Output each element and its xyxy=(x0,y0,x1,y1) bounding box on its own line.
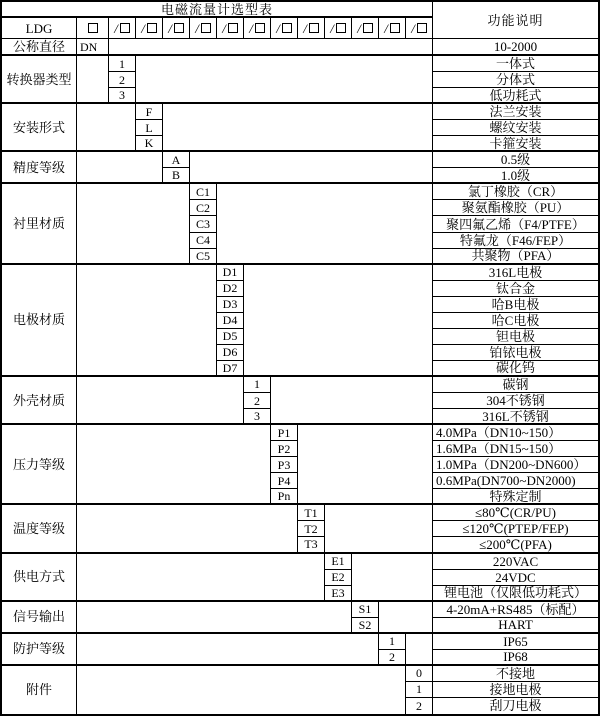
slash-separator: / xyxy=(330,20,334,36)
slash-separator: / xyxy=(303,20,307,36)
option-code: 2 xyxy=(244,393,271,409)
option-description: 特殊定制 xyxy=(433,489,598,505)
slash-separator: / xyxy=(411,20,415,36)
group-right-spacer xyxy=(217,184,433,264)
group-right-spacer xyxy=(190,152,433,184)
model-code-box xyxy=(77,18,109,39)
option-code: L xyxy=(136,120,163,136)
group-right-spacer xyxy=(163,104,433,152)
option-description: 钛合金 xyxy=(433,281,598,297)
option-code: T1 xyxy=(298,505,325,521)
option-code: P1 xyxy=(271,425,298,441)
code-placeholder-box-icon xyxy=(228,23,238,33)
option-code: 1 xyxy=(379,634,406,650)
slash-separator: / xyxy=(357,20,361,36)
group-label: 公称直径 xyxy=(2,39,77,56)
group-left-spacer xyxy=(77,104,136,152)
option-description: 铂铱电极 xyxy=(433,345,598,361)
group-label: 附件 xyxy=(2,666,77,714)
option-description: 低功耗式 xyxy=(433,88,598,104)
option-description: 卡箍安装 xyxy=(433,136,598,152)
slash-separator: / xyxy=(276,20,280,36)
option-code: T3 xyxy=(298,537,325,553)
option-description: 法兰安装 xyxy=(433,104,598,120)
option-description: 聚氨酯橡胶（PU） xyxy=(433,200,598,216)
option-description: IP68 xyxy=(433,650,598,666)
option-description: 特氟龙（F46/FEP） xyxy=(433,233,598,249)
option-description: IP65 xyxy=(433,634,598,650)
group-left-spacer xyxy=(77,56,109,104)
model-code-box xyxy=(325,18,352,39)
group-left-spacer xyxy=(77,554,325,602)
option-description: 螺纹安装 xyxy=(433,120,598,136)
option-code: E1 xyxy=(325,554,352,570)
group-label: 安装形式 xyxy=(2,104,77,152)
group-right-spacer xyxy=(406,634,433,666)
option-description: 分体式 xyxy=(433,72,598,88)
code-placeholder-box-icon xyxy=(282,23,292,33)
option-code: C5 xyxy=(190,249,217,265)
group-right-spacer xyxy=(244,265,433,377)
option-code: B xyxy=(163,168,190,184)
group-left-spacer xyxy=(77,505,298,553)
option-description: 10-2000 xyxy=(433,39,598,56)
option-description: 316L不锈钢 xyxy=(433,409,598,425)
slash-separator: / xyxy=(141,20,145,36)
slash-separator: / xyxy=(222,20,226,36)
group-right-spacer xyxy=(298,425,433,505)
group-right-spacer xyxy=(379,602,433,634)
model-prefix: LDG xyxy=(2,18,77,39)
option-code: D4 xyxy=(217,313,244,329)
option-code: 1 xyxy=(109,56,136,72)
option-description: 聚四氟乙烯（F4/PTFE） xyxy=(433,216,598,232)
group-label: 供电方式 xyxy=(2,554,77,602)
option-code: 2 xyxy=(109,72,136,88)
option-code: A xyxy=(163,152,190,168)
option-code: C3 xyxy=(190,216,217,232)
option-code: D2 xyxy=(217,281,244,297)
option-code: 3 xyxy=(244,409,271,425)
option-description: 1.6MPa（DN15~150） xyxy=(433,441,598,457)
option-description: 接地电极 xyxy=(433,682,598,698)
code-placeholder-box-icon xyxy=(336,23,346,33)
code-placeholder-box-icon xyxy=(120,23,130,33)
option-description: 220VAC xyxy=(433,554,598,570)
option-description: HART xyxy=(433,618,598,634)
option-code: Pn xyxy=(271,489,298,505)
model-code-box xyxy=(244,18,271,39)
option-code: T2 xyxy=(298,521,325,537)
function-column-header: 功能说明 xyxy=(433,2,598,39)
model-code-box xyxy=(406,18,433,39)
option-description: 钽电极 xyxy=(433,329,598,345)
option-code: D1 xyxy=(217,265,244,281)
option-description: 共聚物（PFA） xyxy=(433,249,598,265)
option-code: DN xyxy=(77,39,109,56)
option-description: 哈B电极 xyxy=(433,297,598,313)
group-right-spacer xyxy=(352,554,433,602)
option-code: D3 xyxy=(217,297,244,313)
option-code: K xyxy=(136,136,163,152)
group-right-spacer xyxy=(109,39,433,56)
model-code-box xyxy=(217,18,244,39)
model-code-box xyxy=(271,18,298,39)
model-code-box xyxy=(352,18,379,39)
group-left-spacer xyxy=(77,634,379,666)
slash-separator: / xyxy=(384,20,388,36)
option-code: S2 xyxy=(352,618,379,634)
group-left-spacer xyxy=(77,152,163,184)
group-label: 衬里材质 xyxy=(2,184,77,264)
option-description: 碳化钨 xyxy=(433,361,598,377)
option-code: C2 xyxy=(190,200,217,216)
group-label: 防护等级 xyxy=(2,634,77,666)
group-label: 转换器类型 xyxy=(2,56,77,104)
model-code-box xyxy=(190,18,217,39)
code-placeholder-box-icon xyxy=(88,23,98,33)
option-code: 3 xyxy=(109,88,136,104)
option-description: 304不锈钢 xyxy=(433,393,598,409)
option-code: D5 xyxy=(217,329,244,345)
group-left-spacer xyxy=(77,425,271,505)
option-description: 1.0级 xyxy=(433,168,598,184)
model-code-box xyxy=(163,18,190,39)
group-left-spacer xyxy=(77,602,352,634)
model-code-box xyxy=(379,18,406,39)
code-placeholder-box-icon xyxy=(363,23,373,33)
option-description: 4-20mA+RS485（标配） xyxy=(433,602,598,618)
option-code: C1 xyxy=(190,184,217,200)
model-code-box xyxy=(298,18,325,39)
option-description: ≤200℃(PFA) xyxy=(433,537,598,553)
option-description: 24VDC xyxy=(433,570,598,586)
option-description: 不接地 xyxy=(433,666,598,682)
code-placeholder-box-icon xyxy=(255,23,265,33)
code-placeholder-box-icon xyxy=(201,23,211,33)
code-placeholder-box-icon xyxy=(174,23,184,33)
option-description: ≤80℃(CR/PU) xyxy=(433,505,598,521)
option-code: P2 xyxy=(271,441,298,457)
option-description: ≤120℃(PTEP/FEP) xyxy=(433,521,598,537)
option-description: 4.0MPa（DN10~150） xyxy=(433,425,598,441)
option-description: 刮刀电极 xyxy=(489,698,542,714)
group-right-spacer xyxy=(325,505,433,553)
group-left-spacer xyxy=(77,666,406,714)
table-title: 电磁流量计选型表 xyxy=(2,2,433,18)
slash-separator: / xyxy=(168,20,172,36)
group-label: 电极材质 xyxy=(2,265,77,377)
option-description: 哈C电极 xyxy=(433,313,598,329)
option-code: 1 xyxy=(244,377,271,393)
group-label: 外壳材质 xyxy=(2,377,77,425)
group-left-spacer xyxy=(77,377,244,425)
slash-separator: / xyxy=(249,20,253,36)
option-code: P4 xyxy=(271,473,298,489)
option-code: D7 xyxy=(217,361,244,377)
option-code: D6 xyxy=(217,345,244,361)
model-code-box xyxy=(136,18,163,39)
option-code: 1 xyxy=(406,682,433,698)
option-code: 0 xyxy=(406,666,433,682)
group-label: 精度等级 xyxy=(2,152,77,184)
option-code: E3 xyxy=(325,586,352,602)
option-code: S1 xyxy=(352,602,379,618)
option-code: C4 xyxy=(190,233,217,249)
option-code: 2 xyxy=(406,698,433,714)
code-placeholder-box-icon xyxy=(390,23,400,33)
option-description: 0.5级 xyxy=(433,152,598,168)
option-description: 316L电极 xyxy=(433,265,598,281)
option-description: 0.6MPa(DN700~DN2000) xyxy=(433,473,598,489)
option-description: 锂电池（仅限低功耗式） xyxy=(433,586,598,602)
model-code-box xyxy=(109,18,136,39)
option-description: 碳钢 xyxy=(433,377,598,393)
code-placeholder-box-icon xyxy=(417,23,427,33)
slash-separator: / xyxy=(195,20,199,36)
group-left-spacer xyxy=(77,184,190,264)
group-right-spacer xyxy=(271,377,433,425)
option-code: P3 xyxy=(271,457,298,473)
option-description: 1.0MPa（DN200~DN600） xyxy=(433,457,598,473)
option-description: 一体式 xyxy=(433,56,598,72)
option-code: E2 xyxy=(325,570,352,586)
group-label: 信号输出 xyxy=(2,602,77,634)
group-right-spacer xyxy=(136,56,433,104)
group-left-spacer xyxy=(77,265,217,377)
group-label: 温度等级 xyxy=(2,505,77,553)
code-placeholder-box-icon xyxy=(147,23,157,33)
slash-separator: / xyxy=(114,20,118,36)
option-description: 氯丁橡胶（CR） xyxy=(433,184,598,200)
option-code: 2 xyxy=(379,650,406,666)
option-code: F xyxy=(136,104,163,120)
code-placeholder-box-icon xyxy=(309,23,319,33)
group-label: 压力等级 xyxy=(2,425,77,505)
